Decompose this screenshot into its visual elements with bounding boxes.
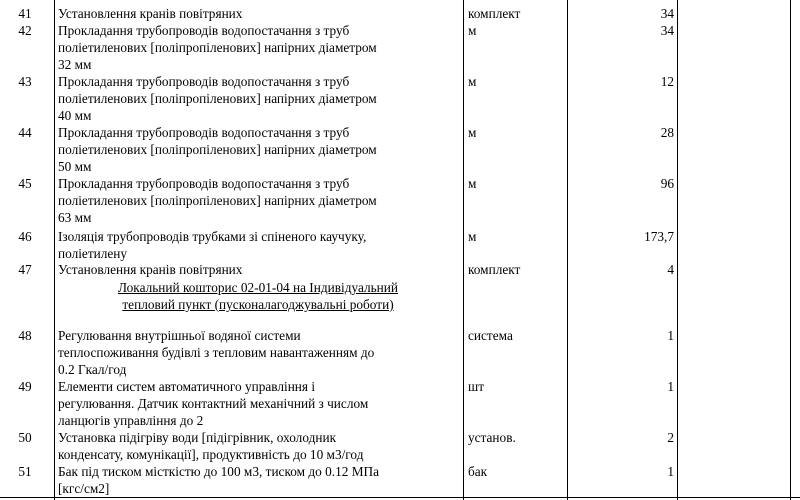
row-description [58,125,458,175]
column-divider [463,0,464,500]
row-number: 44 [18,125,32,140]
row-quantity: 28 [660,125,674,140]
row-unit: система [468,328,513,343]
row-unit: м [468,74,477,89]
row-description-line: 50 мм [58,158,92,174]
row-description [58,379,458,429]
row-quantity: 34 [660,6,674,21]
row-unit: комплект [468,6,521,21]
row-description-line: Установлення кранів повітряних [58,6,243,21]
column-divider [54,0,55,500]
row-quantity: 12 [660,74,674,89]
row-quantity: 34 [660,23,674,38]
row-number: 48 [18,328,32,343]
row-description-line: поліетиленових [поліпропіленових] напірних діаметром [58,141,377,157]
row-number: 51 [18,464,32,479]
row-unit: бак [468,464,488,479]
row-description [58,6,458,23]
row-number: 47 [18,262,32,277]
row-unit: комплект [468,262,521,277]
row-description-line: Установка підігріву води [підігрівник, охолодник [58,430,337,445]
row-description-line: Прокладання трубопроводів водопостачання з труб [58,23,350,38]
column-divider [677,0,678,500]
row-description [58,328,458,378]
row-description-line: Регулювання внутрішньої водяної системи [58,328,301,343]
row-unit: м [468,125,477,140]
row-description-line: поліетилену [58,245,128,261]
row-description-line: поліетиленових [поліпропіленових] напірних діаметром [58,90,377,106]
table-bottom-border [0,497,800,498]
section-heading-line: тепловий пункт (пусконалагоджувальні роботи) [122,296,394,312]
row-unit: м [468,176,477,191]
row-description-line: Бак під тиском місткістю до 100 м3, тиском до 0.12 МПа [58,464,380,479]
row-description-line: 0.2 Гкал/год [58,361,127,377]
row-description [58,430,458,464]
row-unit: установ. [468,430,516,445]
row-number: 50 [18,430,32,445]
row-number: 45 [18,176,32,191]
row-quantity: 173,7 [644,229,674,244]
row-quantity: 2 [667,430,674,445]
row-quantity: 96 [660,176,674,191]
row-description-line: Прокладання трубопроводів водопостачання з труб [58,74,350,89]
row-description [58,23,458,73]
row-number: 46 [18,229,32,244]
row-quantity: 1 [667,464,674,479]
row-description-line: [кгс/см2] [58,480,110,496]
row-description-line: регулювання. Датчик контактний механічний з числом [58,395,369,411]
row-description-line: Прокладання трубопроводів водопостачання з труб [58,176,350,191]
column-divider [790,0,791,500]
row-description [58,74,458,124]
row-description-line: ланцюгів управління до 2 [58,412,204,428]
row-unit: шт [468,379,485,394]
row-description-line: Ізоляція трубопроводів трубками зі спіненого каучуку, [58,229,367,244]
row-description-line: Елементи систем автоматичного управління і [58,379,316,394]
section-heading [58,280,458,314]
row-description-line: Прокладання трубопроводів водопостачання з труб [58,125,350,140]
row-description [58,176,458,226]
row-description [58,229,458,263]
row-description-line: Установлення кранів повітряних [58,262,243,277]
section-heading-line: Локальний кошторис 02-01-04 на Індивідуальний [117,280,399,295]
row-description-line: теплоспоживання будівлі з тепловим навантаженням до [58,344,375,360]
row-number: 41 [18,6,32,21]
row-unit: м [468,23,477,38]
row-description-line: поліетиленових [поліпропіленових] напірних діаметром [58,39,377,55]
row-number: 42 [18,23,32,38]
row-description-line: 63 мм [58,209,92,225]
row-number: 43 [18,74,32,89]
row-description [58,262,458,279]
row-description-line: 32 мм [58,56,92,72]
row-quantity: 1 [667,328,674,343]
row-description-line: 40 мм [58,107,92,123]
row-description [58,464,458,498]
row-quantity: 1 [667,379,674,394]
row-description-line: конденсату, комунікації], продуктивність до 10 м3/год [58,446,364,462]
row-number: 49 [18,379,32,394]
row-quantity: 4 [667,262,674,277]
row-unit: м [468,229,477,244]
row-description-line: поліетиленових [поліпропіленових] напірних діаметром [58,192,377,208]
